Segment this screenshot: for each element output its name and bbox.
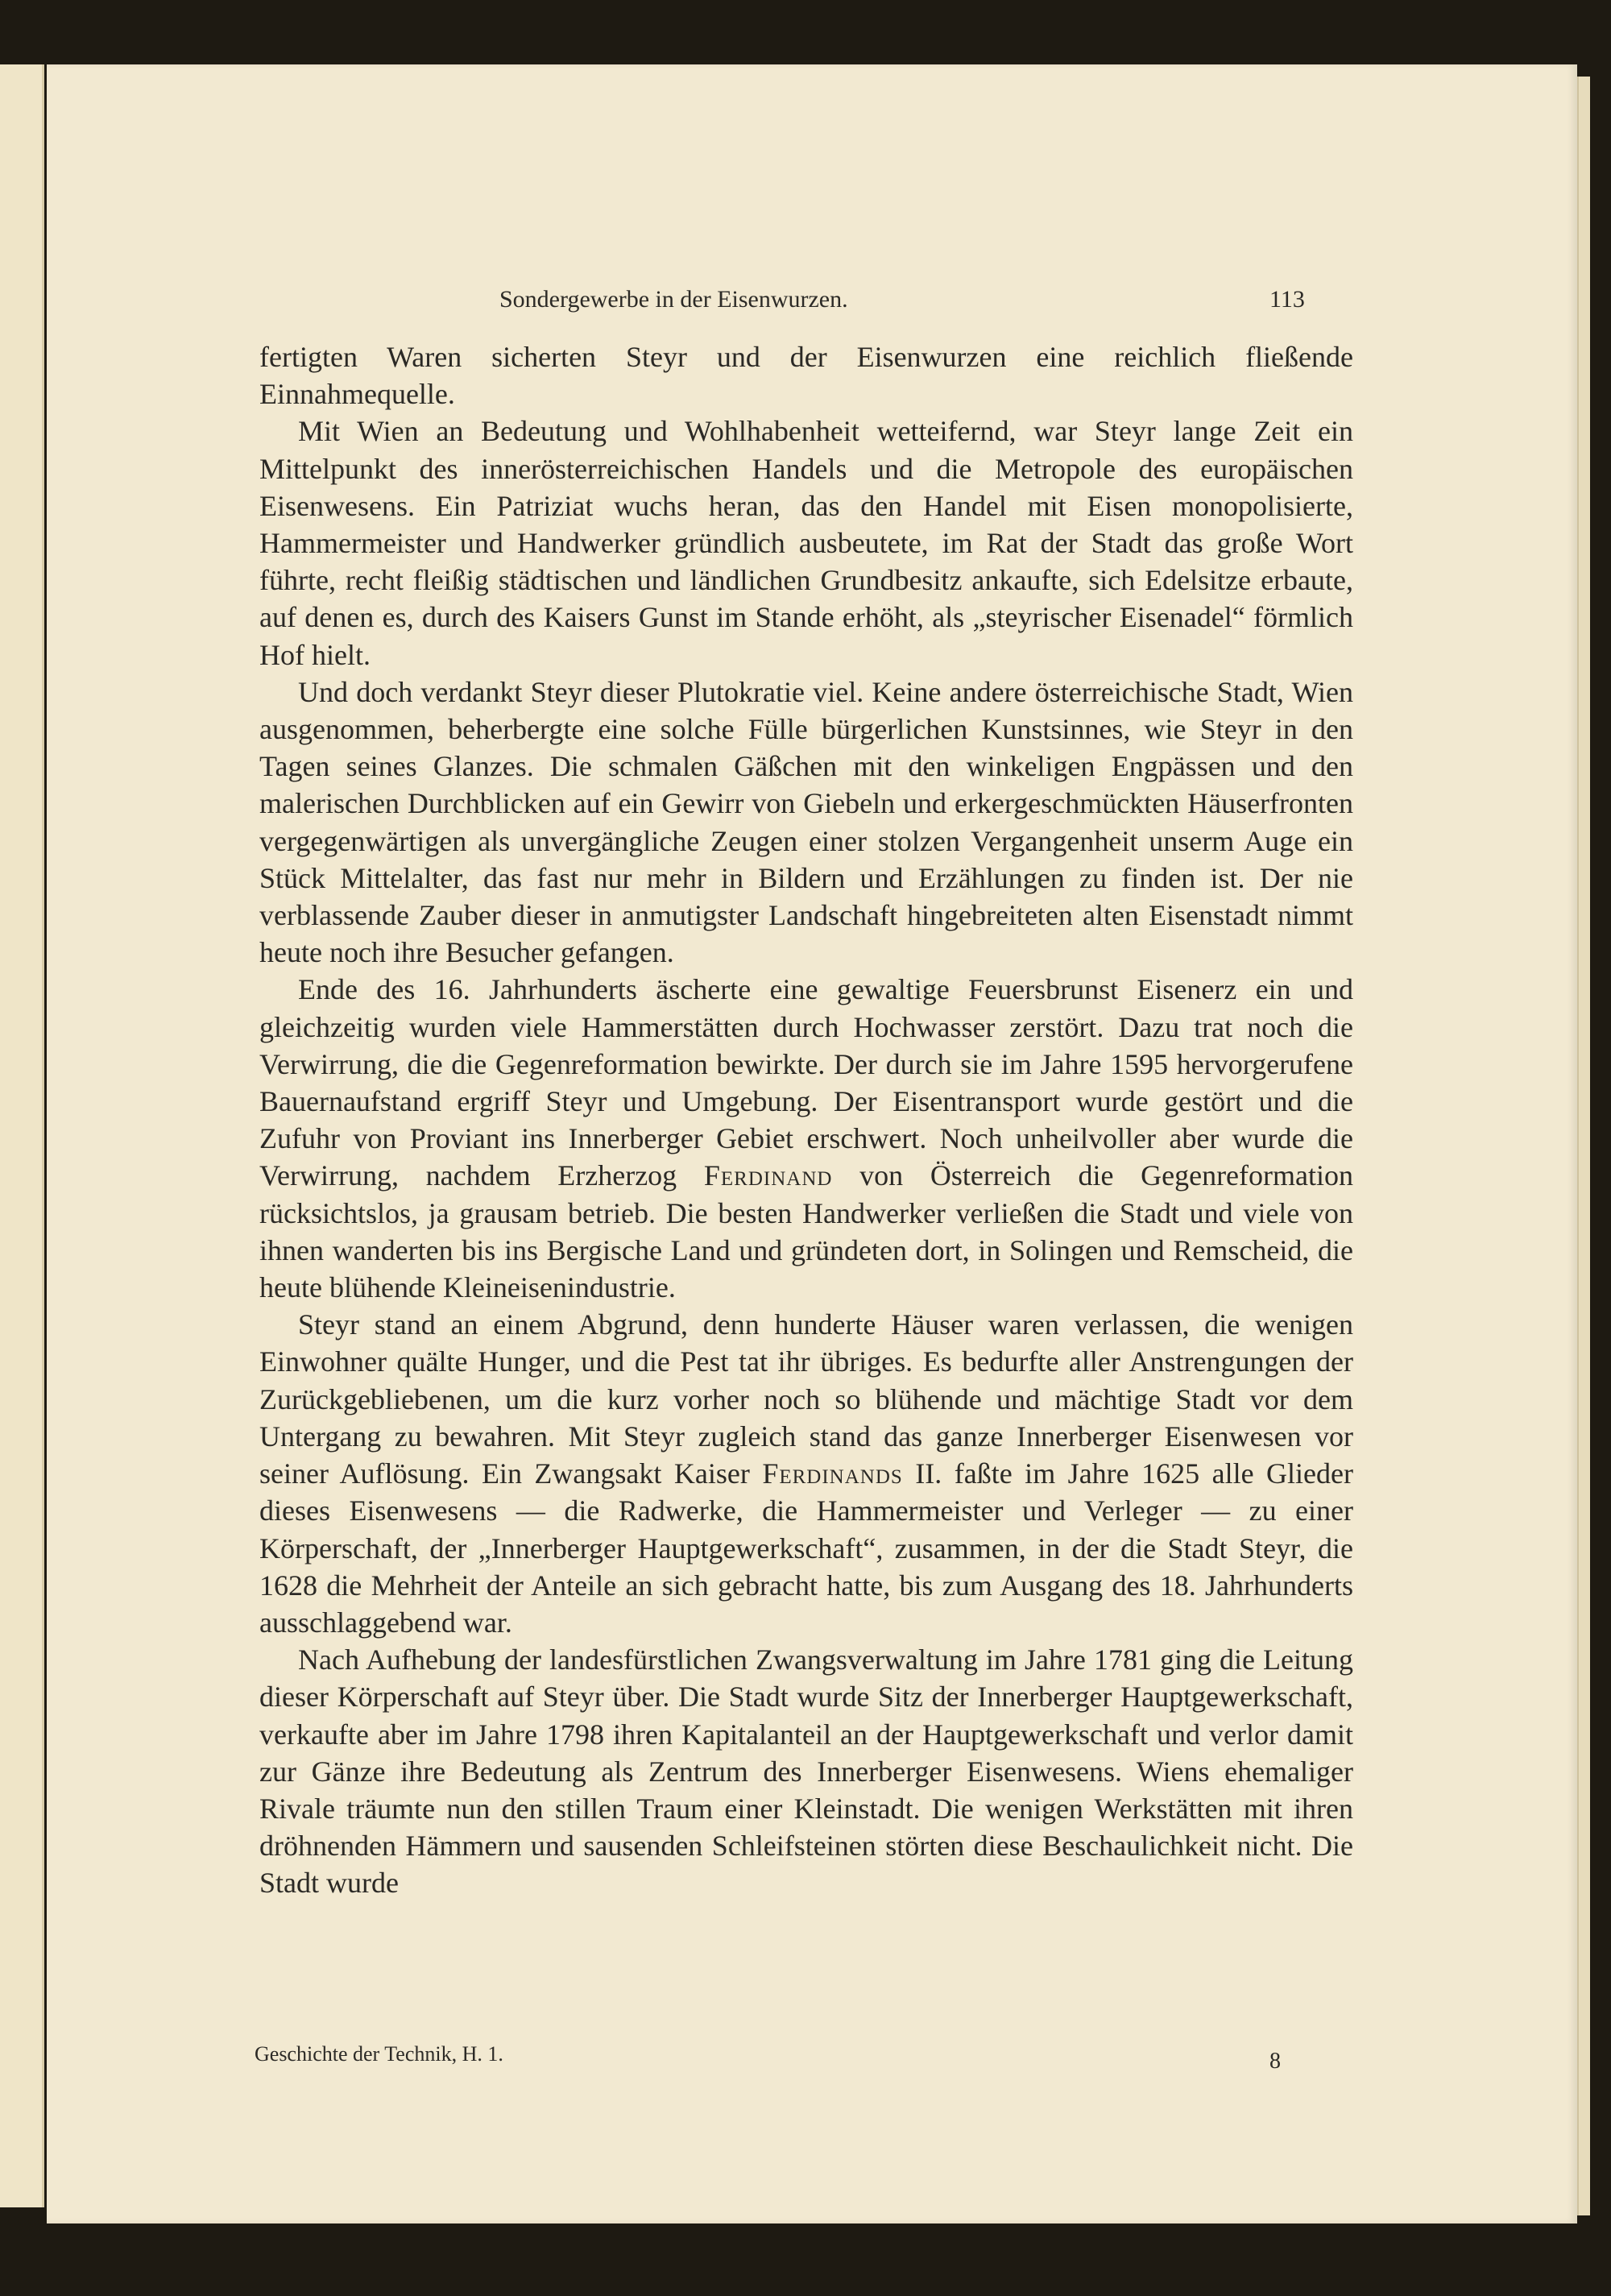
- person-name: Ferdinand: [703, 1159, 833, 1192]
- paragraph-text: Ende des 16. Jahrhunderts äscherte eine gewaltige Feuersbrunst Eisenerz ein und gleichzeitig wurden viele Hammerstätten durch Hochwasser zerstört. Dazu trat noch die Verwirrung, die die Gegenreformation bewirkte. Der durch sie im Jahre 1595 hervorgerufene Bauernaufstand ergriff Steyr und Umgebung. Der Eisentransport wurde gestört und die Zufuhr von Proviant ins Innerberger Gebiet erschwert. Noch unheilvoller aber wurde die Verwirrung, nachdem Erzherzog: [259, 973, 1353, 1192]
- page-number: 113: [1269, 286, 1305, 313]
- sheet-number: 8: [1269, 2049, 1281, 2074]
- paragraph: [259, 971, 1353, 1306]
- body-text: [259, 338, 1353, 1902]
- paragraph-text: II. faßte im Jahre 1625 alle Glieder dieses Eisenwesens — die Radwerke, die Hammermeister und Verleger — zu einer Körperschaft, der „Innerberger Hauptgewerkschaft“, zusammen, in der die Stadt Steyr, die 1628 die Mehrheit der Anteile an sich gebracht hatte, bis zum Ausgang des 18. Jahrhunderts ausschlaggebend war.: [259, 1457, 1354, 1639]
- person-name: Ferdinands: [762, 1457, 903, 1490]
- running-title: Sondergewerbe in der Eisenwurzen.: [499, 286, 848, 313]
- page-edge: [1577, 77, 1590, 2215]
- paragraph: Nach Aufhebung der landesfürstlichen Zwangsverwaltung im Jahre 1781 ging die Leitung dieser Körperschaft auf Steyr über. Die Stadt wurde Sitz der Innerberger Hauptgewerkschaft, verkaufte aber im Jahre 1798 ihren Kapitalanteil an der Hauptgewerkschaft und verlor damit zur Gänze ihre Bedeutung als Zentrum des Innerberger Eisenwesens. Wiens ehemaliger Rivale träumte nun den stillen Traum einer Kleinstadt. Die wenigen Werkstätten mit ihren dröhnenden Hämmern und sausenden Schleifsteinen störten diese Beschaulichkeit nicht. Die Stadt wurde: [259, 1643, 1353, 1900]
- left-page-gutter: [0, 64, 44, 2207]
- paragraph: fertigten Waren sicherten Steyr und der Eisenwurzen eine reichlich fließende Einnahmequelle.: [259, 341, 1353, 411]
- paragraph-text: Steyr stand an einem Abgrund, denn hunderte Häuser waren verlassen, die wenigen Einwohner quälte Hunger, und die Pest tat ihr übriges. Es bedurfte aller Anstrengungen der Zurückgebliebenen, um die kurz vorher noch so blühende und mächtige Stadt vor dem Untergang zu bewahren. Mit Steyr zugleich stand das ganze Innerberger Eisenwesen vor seiner Auflösung. Ein Zwangsakt Kaiser: [259, 1308, 1353, 1490]
- paragraph: [259, 1306, 1353, 1641]
- paragraph: Mit Wien an Bedeutung und Wohlhabenheit wetteifernd, war Steyr lange Zeit ein Mittelpunkt des innerösterreichischen Handels und die Metropole des europäischen Eisenwesens. Ein Patriziat wuchs heran, das den Handel mit Eisen monopolisierte, Hammermeister und Handwerker gründlich ausbeutete, im Rat der Stadt das große Wort führte, recht fleißig städtischen und ländlichen Grundbesitz ankaufte, sich Edelsitze erbaute, auf denen es, durch des Kaisers Gunst im Stande erhöht, als „steyrischer Eisenadel“ förmlich Hof hielt.: [259, 415, 1353, 671]
- paragraph: Und doch verdankt Steyr dieser Plutokratie viel. Keine andere österreichische Stadt, Wien ausgenommen, beherbergte eine solche Fülle bürgerlichen Kunstsinnes, wie Steyr in den Tagen seines Glanzes. Die schmalen Gäßchen mit den winkeligen Engpässen und den malerischen Durchblicken auf ein Gewirr von Giebeln und erkergeschmückten Häuserfronten vergegenwärtigen als unvergängliche Zeugen einer stolzen Vergangenheit unserm Auge ein Stück Mittelalter, das fast nur mehr in Bildern und Erzählungen zu finden ist. Der nie verblassende Zauber dieser in anmutigster Landschaft hingebreiteten alten Eisenstadt nimmt heute noch ihre Besucher gefangen.: [259, 675, 1353, 969]
- paragraph-text: von Österreich die Gegenreformation rücksichtslos, ja grausam betrieb. Die besten Handwerker verließen die Stadt und viele von ihnen wanderten bis ins Bergische Land und gründeten dort, in Solingen und Remscheid, die heute blühende Kleineisenindustrie.: [259, 1159, 1353, 1304]
- signature-line: Geschichte der Technik, H. 1.: [255, 2042, 503, 2066]
- book-page: [47, 64, 1577, 2223]
